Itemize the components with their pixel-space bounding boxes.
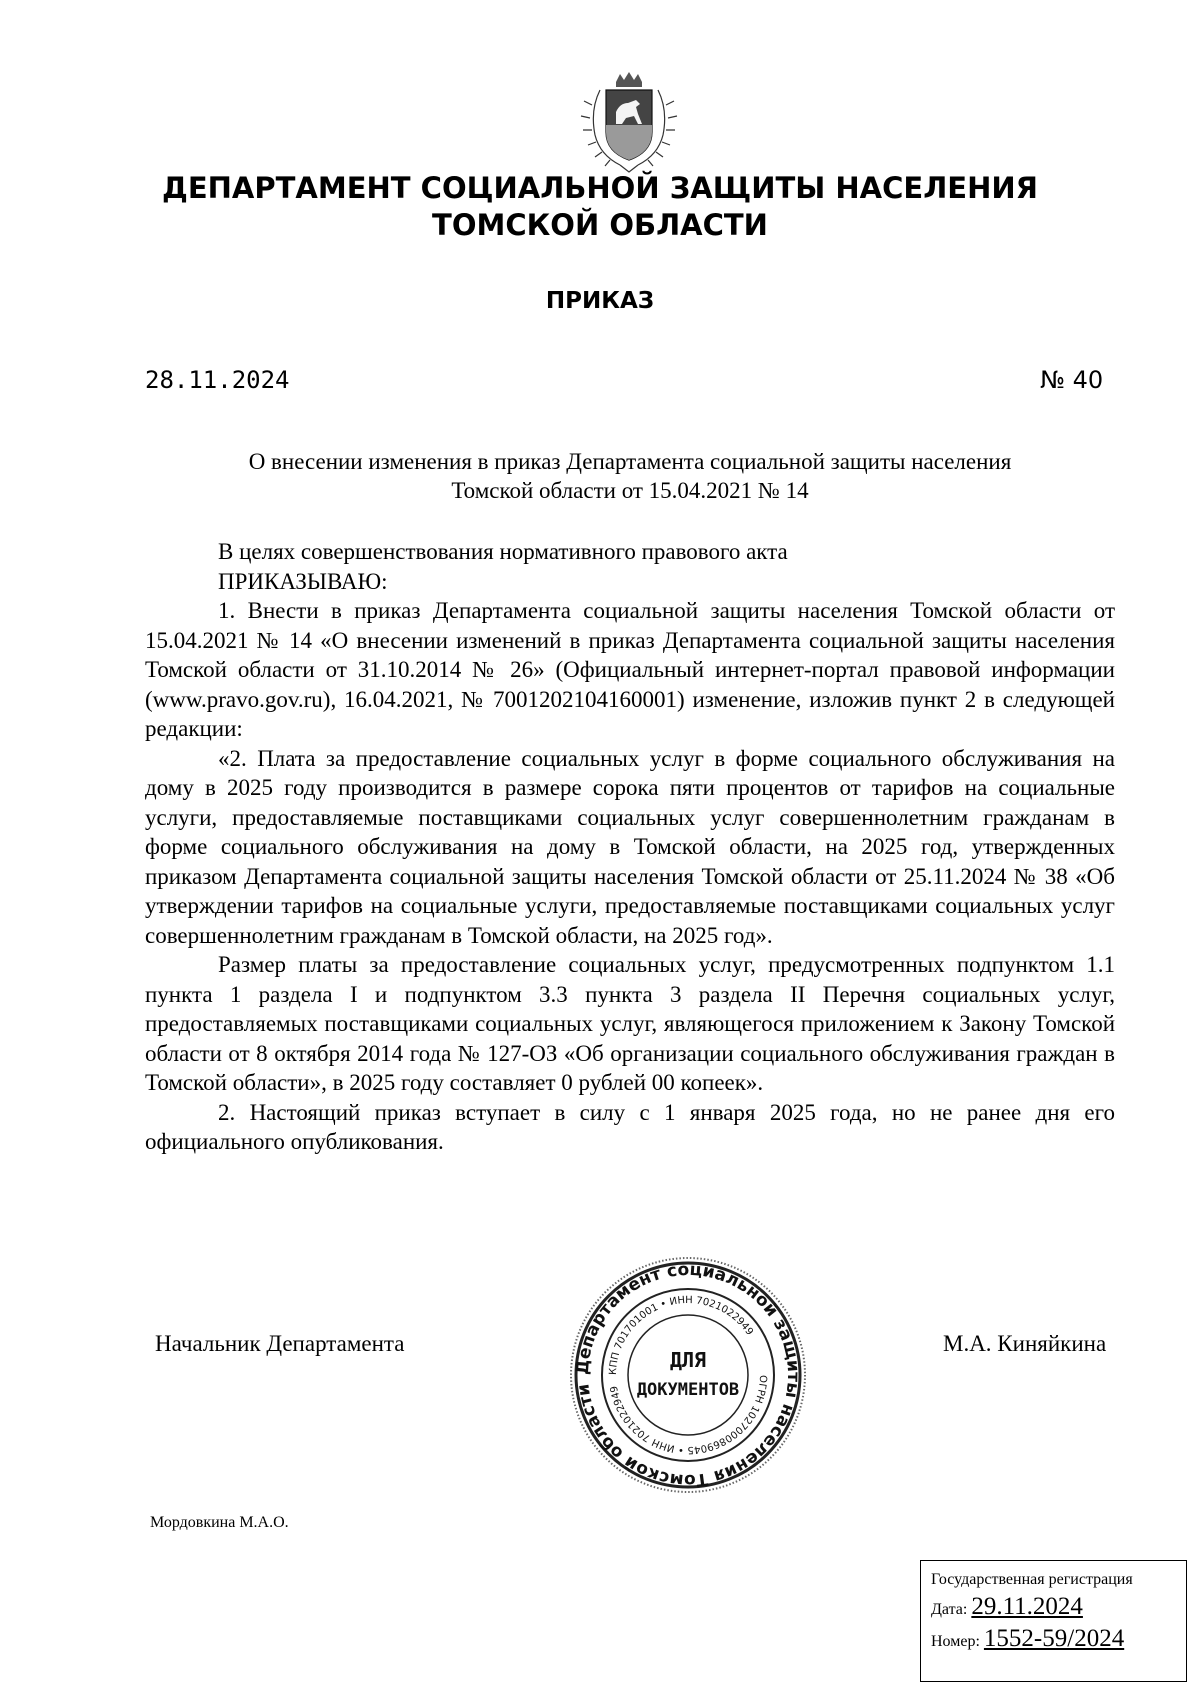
executor-name: Мордовкина М.А.О. xyxy=(150,1514,289,1531)
signatory-name: М.А. Киняйкина xyxy=(943,1331,1107,1356)
registration-number-label: Номер: xyxy=(931,1633,980,1650)
official-stamp-icon xyxy=(568,1255,808,1495)
stamp-center-line1: ДЛЯ xyxy=(669,1348,707,1372)
subject-line-1: О внесении изменения в приказ Департамента социальной защиты населения xyxy=(248,449,1012,474)
clause-1-new-wording: «2. Плата за предоставление социальных услуг в форме социального обслуживания на дому в 2025 году производится в размере сорока пяти процентов от тарифов на социальные услуги, предоставляемые поставщиками социальных услуг совершеннолетним гражданам в форме социального обслуживания на дому в Томской области, на 2025 год, утвержденных приказом Департамента социальной защиты населения Томской области от 25.11.2024 № 38 «Об утверждении тарифов на социальные услуги, предоставляемые поставщиками социальных услуг совершеннолетним гражданам в Томской области, на 2025 год». xyxy=(145,745,1115,948)
subject-line-2: Томской области от 15.04.2021 № 14 xyxy=(451,478,809,503)
order-keyword: ПРИКАЗЫВАЮ: xyxy=(218,568,388,594)
order-date: 28.11.2024 xyxy=(145,366,290,394)
stamp-inner-top-text: КПП 701701001 • ИНН 7021022949 xyxy=(607,1294,756,1376)
document-type: ПРИКАЗ xyxy=(545,288,655,314)
order-number: № 40 xyxy=(1040,366,1104,394)
order-subject xyxy=(145,447,1115,505)
clause-1: 1. Внести в приказ Департамента социальной защиты населения Томской области от 15.04.2021 № 14 «О внесении изменений в приказ Департамента социальной защиты населения Томской области от 31.10.2014 № 26» (Официальный интернет-портал правовой информации (www.pravo.gov.ru), 16.04.2021, № 7001202104160001) изменение, изложив пункт 2 в следующей редакции: xyxy=(145,598,1115,741)
stamp-outer-text: Департамент социальной защиты населения Томской области xyxy=(572,1259,804,1491)
svg-text:Департамент социальной защиты xyxy=(573,1260,803,1490)
preamble: В целях совершенствования нормативного правового акта xyxy=(218,539,788,564)
clause-1-fee-paragraph: Размер платы за предоставление социальных услуг, предусмотренных подпунктом 1.1 пункта 1 раздела I и подпунктом 3.3 пункта 3 раздела II Перечня социальных услуг, предоставляемых поставщиками социальных услуг, являющегося приложением к Закону Томской области от 8 октября 2014 года № 127-ОЗ «Об организации социального обслуживания граждан в Томской области», в 2025 году составляет 0 рублей 00 копеек». xyxy=(145,952,1115,1095)
stamp-center-line2: ДОКУМЕНТОВ xyxy=(636,1380,740,1400)
registration-date-label: Дата: xyxy=(931,1601,968,1618)
organization-name-line1: ДЕПАРТАМЕНТ СОЦИАЛЬНОЙ ЗАЩИТЫ НАСЕЛЕНИЯ xyxy=(162,171,1038,205)
registration-number-value: 1552-59/2024 xyxy=(983,1625,1125,1652)
registration-date-value: 29.11.2024 xyxy=(971,1593,1083,1620)
organization-name-line2: ТОМСКОЙ ОБЛАСТИ xyxy=(432,208,768,242)
order-body xyxy=(145,537,1115,1157)
signatory-position: Начальник Департамента xyxy=(155,1331,405,1356)
stamp-inner-bottom-text: ОГРН 1027000869045 • ИНН 7021022949 xyxy=(608,1374,769,1456)
registration-date-row xyxy=(931,1593,1176,1620)
registration-box xyxy=(920,1560,1187,1682)
registration-title: Государственная регистрация xyxy=(931,1571,1133,1588)
registration-number-row xyxy=(931,1625,1176,1652)
coat-of-arms-icon xyxy=(570,70,688,178)
clause-2: 2. Настоящий приказ вступает в силу с 1 января 2025 года, но не ранее дня его официального опубликования. xyxy=(145,1099,1115,1154)
